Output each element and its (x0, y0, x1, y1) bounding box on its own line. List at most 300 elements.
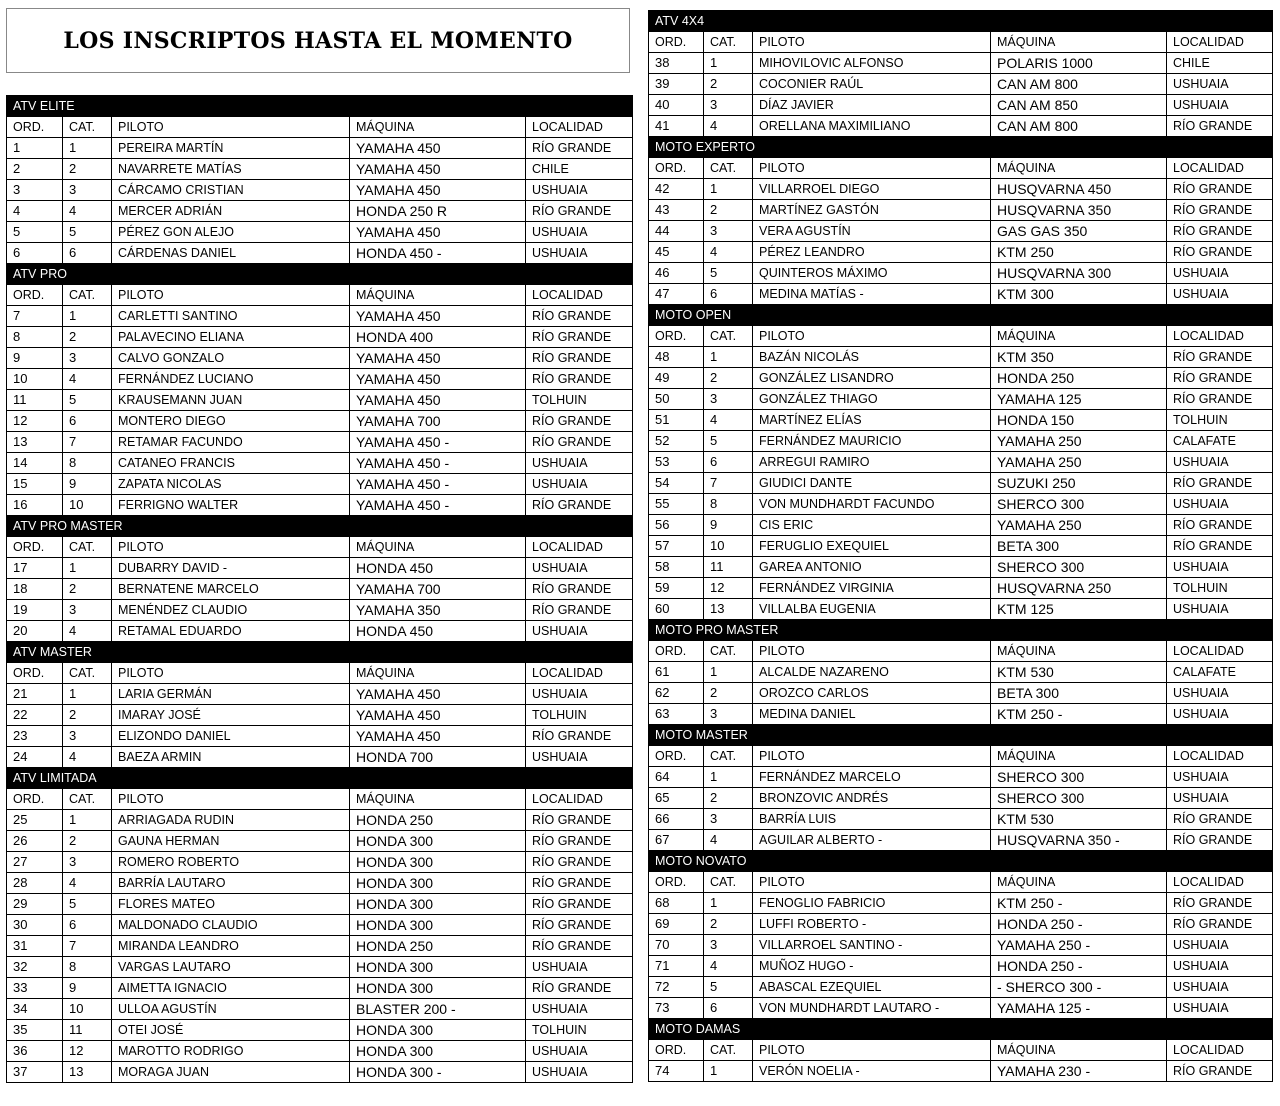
cell-maquina: HONDA 300 (350, 894, 526, 915)
cell-piloto: QUINTEROS MÁXIMO (753, 263, 991, 284)
cell-localidad: RÍO GRANDE (1167, 347, 1273, 368)
cell-maquina: YAMAHA 450 (350, 180, 526, 201)
cell-localidad: USHUAIA (526, 180, 633, 201)
col-header-maquina: MÁQUINA (350, 537, 526, 558)
section-header-row (7, 768, 633, 789)
cell-maquina: YAMAHA 450 (350, 222, 526, 243)
cell-localidad: USHUAIA (1167, 599, 1273, 620)
left-registrations-table (6, 95, 633, 1083)
cell-cat: 7 (63, 936, 112, 957)
cell-ord: 37 (7, 1062, 63, 1083)
section-title: MOTO NOVATO (649, 851, 1273, 872)
cell-localidad: USHUAIA (1167, 767, 1273, 788)
cell-cat: 12 (63, 1041, 112, 1062)
cell-cat: 3 (63, 726, 112, 747)
cell-localidad: USHUAIA (1167, 95, 1273, 116)
cell-ord: 54 (649, 473, 704, 494)
cell-piloto: PÉREZ LEANDRO (753, 242, 991, 263)
cell-ord: 58 (649, 557, 704, 578)
col-header-cat: CAT. (704, 641, 753, 662)
cell-maquina: YAMAHA 450 (350, 348, 526, 369)
cell-maquina: YAMAHA 450 - (350, 474, 526, 495)
cell-cat: 8 (704, 494, 753, 515)
cell-localidad: USHUAIA (1167, 452, 1273, 473)
cell-piloto: MEDINA MATÍAS - (753, 284, 991, 305)
cell-cat: 1 (704, 179, 753, 200)
section-title: ATV MASTER (7, 642, 633, 663)
cell-localidad: RÍO GRANDE (1167, 200, 1273, 221)
col-header-ord: ORD. (649, 1040, 704, 1061)
table-row (7, 474, 633, 495)
cell-cat: 8 (63, 957, 112, 978)
table-row (649, 452, 1273, 473)
cell-maquina: HONDA 250 (350, 810, 526, 831)
cell-ord: 31 (7, 936, 63, 957)
cell-cat: 1 (704, 347, 753, 368)
col-header-piloto: PILOTO (112, 789, 350, 810)
cell-ord: 24 (7, 747, 63, 768)
cell-ord: 71 (649, 956, 704, 977)
table-row (7, 978, 633, 999)
cell-localidad: RÍO GRANDE (526, 600, 633, 621)
cell-maquina: CAN AM 800 (991, 74, 1167, 95)
cell-localidad: TOLHUIN (1167, 410, 1273, 431)
cell-piloto: OROZCO CARLOS (753, 683, 991, 704)
cell-maquina: YAMAHA 125 (991, 389, 1167, 410)
cell-maquina: YAMAHA 230 - (991, 1061, 1167, 1082)
cell-cat: 1 (63, 558, 112, 579)
cell-cat: 5 (63, 894, 112, 915)
cell-cat: 2 (704, 368, 753, 389)
cell-localidad: RÍO GRANDE (526, 873, 633, 894)
cell-maquina: KTM 250 - (991, 893, 1167, 914)
cell-piloto: DÍAZ JAVIER (753, 95, 991, 116)
cell-ord: 15 (7, 474, 63, 495)
cell-piloto: VERÓN NOELIA - (753, 1061, 991, 1082)
cell-cat: 6 (63, 915, 112, 936)
col-header-piloto: PILOTO (112, 663, 350, 684)
cell-cat: 1 (704, 767, 753, 788)
col-header-cat: CAT. (704, 1040, 753, 1061)
cell-piloto: MARTÍNEZ GASTÓN (753, 200, 991, 221)
cell-cat: 12 (704, 578, 753, 599)
cell-piloto: MENÉNDEZ CLAUDIO (112, 600, 350, 621)
col-header-piloto: PILOTO (753, 32, 991, 53)
table-row (7, 1020, 633, 1041)
cell-maquina: YAMAHA 350 (350, 600, 526, 621)
cell-ord: 9 (7, 348, 63, 369)
cell-ord: 33 (7, 978, 63, 999)
cell-piloto: FERNÁNDEZ MARCELO (753, 767, 991, 788)
cell-ord: 41 (649, 116, 704, 137)
cell-ord: 4 (7, 201, 63, 222)
table-row (7, 138, 633, 159)
cell-piloto: PÉREZ GON ALEJO (112, 222, 350, 243)
cell-maquina: HONDA 250 (350, 936, 526, 957)
cell-maquina: YAMAHA 125 - (991, 998, 1167, 1019)
col-header-localidad: LOCALIDAD (526, 117, 633, 138)
table-row (649, 578, 1273, 599)
cell-cat: 8 (63, 453, 112, 474)
cell-ord: 59 (649, 578, 704, 599)
cell-piloto: DUBARRY DAVID - (112, 558, 350, 579)
cell-localidad: RÍO GRANDE (526, 831, 633, 852)
cell-maquina: YAMAHA 450 (350, 138, 526, 159)
cell-maquina: HUSQVARNA 300 (991, 263, 1167, 284)
cell-maquina: HONDA 450 (350, 621, 526, 642)
cell-piloto: GONZÁLEZ LISANDRO (753, 368, 991, 389)
cell-piloto: BERNATENE MARCELO (112, 579, 350, 600)
section-header-row (649, 305, 1273, 326)
cell-localidad: USHUAIA (526, 747, 633, 768)
cell-maquina: YAMAHA 450 (350, 159, 526, 180)
cell-ord: 69 (649, 914, 704, 935)
cell-ord: 66 (649, 809, 704, 830)
col-header-maquina: MÁQUINA (991, 158, 1167, 179)
table-row (7, 243, 633, 264)
column-header-row (649, 32, 1273, 53)
col-header-cat: CAT. (704, 32, 753, 53)
cell-cat: 1 (63, 810, 112, 831)
col-header-piloto: PILOTO (753, 641, 991, 662)
cell-piloto: BAEZA ARMIN (112, 747, 350, 768)
cell-cat: 2 (63, 831, 112, 852)
col-header-ord: ORD. (7, 663, 63, 684)
table-row (7, 369, 633, 390)
cell-ord: 45 (649, 242, 704, 263)
cell-cat: 9 (63, 474, 112, 495)
column-header-row (649, 641, 1273, 662)
cell-localidad: RÍO GRANDE (1167, 221, 1273, 242)
cell-maquina: KTM 125 (991, 599, 1167, 620)
table-row (649, 284, 1273, 305)
cell-maquina: KTM 250 - (991, 704, 1167, 725)
cell-localidad: RÍO GRANDE (1167, 809, 1273, 830)
cell-maquina: YAMAHA 450 (350, 684, 526, 705)
cell-maquina: HONDA 300 - (350, 1062, 526, 1083)
table-row (649, 410, 1273, 431)
section-header-row (7, 642, 633, 663)
col-header-cat: CAT. (63, 117, 112, 138)
cell-localidad: USHUAIA (1167, 998, 1273, 1019)
col-header-localidad: LOCALIDAD (1167, 872, 1273, 893)
cell-localidad: USHUAIA (1167, 704, 1273, 725)
cell-cat: 5 (704, 263, 753, 284)
cell-maquina: BLASTER 200 - (350, 999, 526, 1020)
cell-maquina: YAMAHA 450 - (350, 453, 526, 474)
cell-localidad: USHUAIA (526, 957, 633, 978)
section-title: MOTO EXPERTO (649, 137, 1273, 158)
table-row (7, 621, 633, 642)
cell-maquina: YAMAHA 450 (350, 705, 526, 726)
cell-localidad: USHUAIA (1167, 284, 1273, 305)
column-header-row (649, 746, 1273, 767)
cell-ord: 72 (649, 977, 704, 998)
cell-localidad: USHUAIA (1167, 557, 1273, 578)
cell-ord: 40 (649, 95, 704, 116)
cell-ord: 50 (649, 389, 704, 410)
cell-maquina: YAMAHA 700 (350, 579, 526, 600)
cell-piloto: ORELLANA MAXIMILIANO (753, 116, 991, 137)
col-header-maquina: MÁQUINA (350, 663, 526, 684)
cell-cat: 4 (63, 201, 112, 222)
cell-maquina: BETA 300 (991, 536, 1167, 557)
cell-maquina: SHERCO 300 (991, 788, 1167, 809)
cell-piloto: CARLETTI SANTINO (112, 306, 350, 327)
section-header-row (649, 137, 1273, 158)
section-title: ATV PRO (7, 264, 633, 285)
cell-ord: 70 (649, 935, 704, 956)
table-row (649, 263, 1273, 284)
cell-maquina: HONDA 700 (350, 747, 526, 768)
cell-piloto: FERRIGNO WALTER (112, 495, 350, 516)
cell-ord: 28 (7, 873, 63, 894)
page-title-box (6, 8, 630, 73)
col-header-ord: ORD. (649, 32, 704, 53)
col-header-cat: CAT. (63, 537, 112, 558)
cell-ord: 7 (7, 306, 63, 327)
cell-ord: 5 (7, 222, 63, 243)
table-row (7, 558, 633, 579)
cell-ord: 1 (7, 138, 63, 159)
cell-maquina: HUSQVARNA 350 - (991, 830, 1167, 851)
cell-maquina: CAN AM 850 (991, 95, 1167, 116)
col-header-ord: ORD. (7, 117, 63, 138)
cell-localidad: RÍO GRANDE (1167, 116, 1273, 137)
table-row (649, 704, 1273, 725)
col-header-ord: ORD. (7, 285, 63, 306)
cell-maquina: HONDA 250 - (991, 914, 1167, 935)
cell-maquina: SHERCO 300 (991, 557, 1167, 578)
col-header-ord: ORD. (649, 872, 704, 893)
cell-cat: 7 (704, 473, 753, 494)
cell-ord: 73 (649, 998, 704, 1019)
col-header-localidad: LOCALIDAD (1167, 1040, 1273, 1061)
cell-piloto: FERUGLIO EXEQUIEL (753, 536, 991, 557)
col-header-cat: CAT. (63, 285, 112, 306)
col-header-piloto: PILOTO (753, 158, 991, 179)
col-header-localidad: LOCALIDAD (526, 789, 633, 810)
cell-piloto: BARRÍA LAUTARO (112, 873, 350, 894)
section-title: ATV ELITE (7, 96, 633, 117)
cell-maquina: SUZUKI 250 (991, 473, 1167, 494)
cell-ord: 16 (7, 495, 63, 516)
cell-cat: 1 (63, 306, 112, 327)
cell-localidad: RÍO GRANDE (526, 810, 633, 831)
cell-maquina: CAN AM 800 (991, 116, 1167, 137)
cell-cat: 4 (704, 830, 753, 851)
cell-piloto: CALVO GONZALO (112, 348, 350, 369)
cell-piloto: VILLARROEL DIEGO (753, 179, 991, 200)
cell-ord: 39 (649, 74, 704, 95)
cell-piloto: VERA AGUSTÍN (753, 221, 991, 242)
cell-localidad: TOLHUIN (526, 1020, 633, 1041)
cell-ord: 2 (7, 159, 63, 180)
cell-localidad: USHUAIA (1167, 494, 1273, 515)
cell-piloto: ROMERO ROBERTO (112, 852, 350, 873)
cell-cat: 3 (704, 704, 753, 725)
table-row (7, 453, 633, 474)
cell-maquina: KTM 300 (991, 284, 1167, 305)
section-title: MOTO MASTER (649, 725, 1273, 746)
cell-piloto: NAVARRETE MATÍAS (112, 159, 350, 180)
cell-cat: 1 (63, 684, 112, 705)
cell-ord: 32 (7, 957, 63, 978)
cell-cat: 10 (63, 495, 112, 516)
cell-cat: 9 (704, 515, 753, 536)
cell-cat: 3 (63, 180, 112, 201)
cell-ord: 48 (649, 347, 704, 368)
table-row (649, 1061, 1273, 1082)
cell-cat: 2 (704, 683, 753, 704)
cell-localidad: USHUAIA (526, 558, 633, 579)
cell-cat: 3 (704, 809, 753, 830)
table-row (649, 557, 1273, 578)
table-row (649, 914, 1273, 935)
cell-ord: 56 (649, 515, 704, 536)
cell-cat: 13 (63, 1062, 112, 1083)
table-row (649, 53, 1273, 74)
cell-ord: 29 (7, 894, 63, 915)
cell-ord: 27 (7, 852, 63, 873)
table-row (649, 221, 1273, 242)
cell-localidad: RÍO GRANDE (526, 306, 633, 327)
cell-localidad: USHUAIA (526, 1062, 633, 1083)
table-row (7, 600, 633, 621)
table-row (649, 935, 1273, 956)
cell-maquina: - SHERCO 300 - (991, 977, 1167, 998)
table-row (7, 327, 633, 348)
cell-piloto: FENOGLIO FABRICIO (753, 893, 991, 914)
col-header-maquina: MÁQUINA (991, 1040, 1167, 1061)
col-header-localidad: LOCALIDAD (526, 663, 633, 684)
cell-ord: 18 (7, 579, 63, 600)
cell-ord: 55 (649, 494, 704, 515)
table-row (649, 347, 1273, 368)
table-row (649, 74, 1273, 95)
col-header-cat: CAT. (704, 872, 753, 893)
cell-localidad: RÍO GRANDE (526, 936, 633, 957)
cell-localidad: RÍO GRANDE (526, 138, 633, 159)
cell-piloto: VON MUNDHARDT LAUTARO - (753, 998, 991, 1019)
cell-piloto: MAROTTO RODRIGO (112, 1041, 350, 1062)
table-row (649, 200, 1273, 221)
col-header-maquina: MÁQUINA (991, 746, 1167, 767)
col-header-cat: CAT. (63, 663, 112, 684)
cell-piloto: RETAMAR FACUNDO (112, 432, 350, 453)
cell-localidad: RÍO GRANDE (526, 369, 633, 390)
cell-localidad: RÍO GRANDE (526, 978, 633, 999)
cell-ord: 52 (649, 431, 704, 452)
table-row (649, 431, 1273, 452)
cell-maquina: KTM 250 (991, 242, 1167, 263)
col-header-maquina: MÁQUINA (991, 32, 1167, 53)
cell-piloto: ULLOA AGUSTÍN (112, 999, 350, 1020)
table-row (7, 873, 633, 894)
col-header-piloto: PILOTO (112, 537, 350, 558)
table-row (7, 222, 633, 243)
table-row (649, 515, 1273, 536)
cell-maquina: HONDA 150 (991, 410, 1167, 431)
cell-piloto: AIMETTA IGNACIO (112, 978, 350, 999)
cell-ord: 22 (7, 705, 63, 726)
table-row (7, 831, 633, 852)
cell-maquina: HONDA 450 (350, 558, 526, 579)
cell-maquina: HONDA 300 (350, 978, 526, 999)
cell-localidad: RÍO GRANDE (526, 411, 633, 432)
cell-localidad: TOLHUIN (1167, 578, 1273, 599)
table-row (649, 473, 1273, 494)
cell-localidad: RÍO GRANDE (526, 348, 633, 369)
col-header-maquina: MÁQUINA (350, 117, 526, 138)
cell-piloto: IMARAY JOSÉ (112, 705, 350, 726)
cell-ord: 46 (649, 263, 704, 284)
cell-localidad: USHUAIA (1167, 263, 1273, 284)
cell-maquina: HONDA 300 (350, 831, 526, 852)
cell-maquina: YAMAHA 450 - (350, 432, 526, 453)
cell-ord: 10 (7, 369, 63, 390)
cell-localidad: RÍO GRANDE (1167, 179, 1273, 200)
cell-maquina: YAMAHA 250 (991, 431, 1167, 452)
cell-piloto: PEREIRA MARTÍN (112, 138, 350, 159)
column-header-row (7, 537, 633, 558)
cell-maquina: HONDA 300 (350, 1041, 526, 1062)
column-header-row (7, 117, 633, 138)
col-header-piloto: PILOTO (112, 117, 350, 138)
cell-cat: 3 (704, 95, 753, 116)
cell-maquina: HONDA 450 - (350, 243, 526, 264)
right-column (648, 10, 1272, 1082)
table-row (7, 810, 633, 831)
col-header-piloto: PILOTO (753, 1040, 991, 1061)
cell-piloto: FERNÁNDEZ VIRGINIA (753, 578, 991, 599)
cell-ord: 11 (7, 390, 63, 411)
cell-cat: 6 (704, 284, 753, 305)
cell-cat: 13 (704, 599, 753, 620)
cell-piloto: CATANEO FRANCIS (112, 453, 350, 474)
column-header-row (649, 158, 1273, 179)
cell-cat: 9 (63, 978, 112, 999)
cell-localidad: USHUAIA (526, 1041, 633, 1062)
cell-cat: 2 (704, 200, 753, 221)
col-header-maquina: MÁQUINA (991, 326, 1167, 347)
cell-maquina: HONDA 250 R (350, 201, 526, 222)
col-header-ord: ORD. (7, 789, 63, 810)
cell-ord: 23 (7, 726, 63, 747)
table-row (649, 683, 1273, 704)
cell-localidad: RÍO GRANDE (526, 726, 633, 747)
cell-localidad: CHILE (526, 159, 633, 180)
table-row (649, 95, 1273, 116)
cell-cat: 2 (704, 74, 753, 95)
cell-localidad: USHUAIA (526, 999, 633, 1020)
cell-localidad: RÍO GRANDE (1167, 830, 1273, 851)
table-row (7, 1041, 633, 1062)
table-row (649, 998, 1273, 1019)
cell-piloto: VON MUNDHARDT FACUNDO (753, 494, 991, 515)
cell-piloto: GAUNA HERMAN (112, 831, 350, 852)
table-row (649, 893, 1273, 914)
cell-maquina: YAMAHA 700 (350, 411, 526, 432)
cell-maquina: HONDA 300 (350, 873, 526, 894)
cell-cat: 3 (63, 348, 112, 369)
cell-ord: 35 (7, 1020, 63, 1041)
cell-cat: 3 (704, 221, 753, 242)
left-column (6, 95, 632, 1083)
cell-cat: 1 (704, 662, 753, 683)
cell-piloto: ARREGUI RAMIRO (753, 452, 991, 473)
column-header-row (7, 663, 633, 684)
